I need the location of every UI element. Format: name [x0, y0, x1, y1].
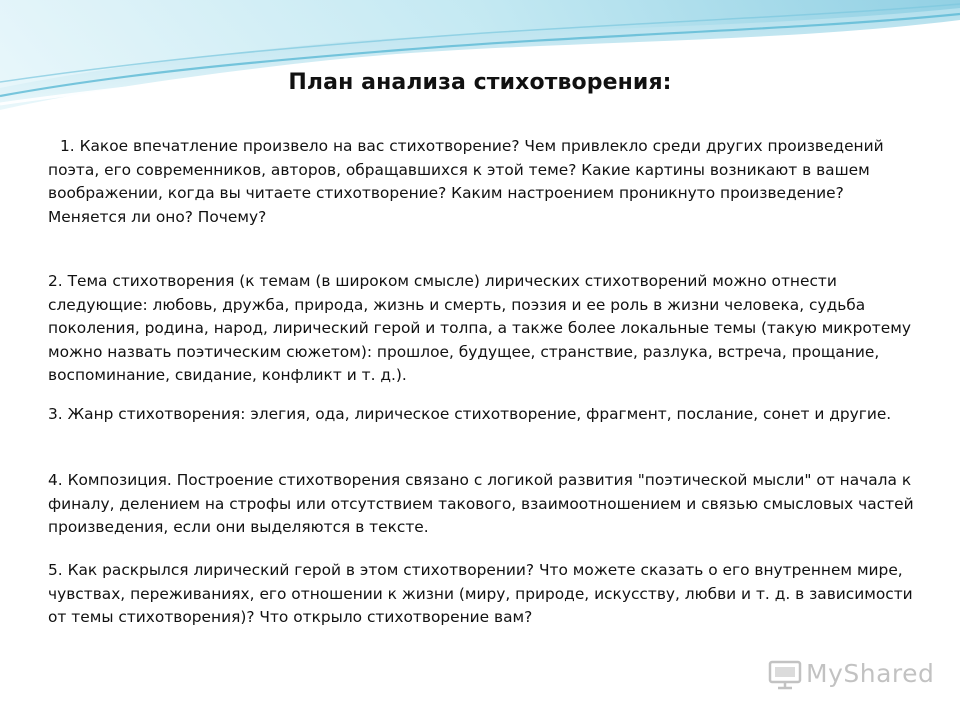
analysis-point-1: 1. Какое впечатление произвело на вас стихотворение? Чем привлекло среди других произведений поэта, его современников, авторов, обращавшихся к этой теме? Какие картины возникают в вашем воображении, когда вы читаете стихотворение? Каким настроением проникнуто произведение? Меняется ли оно? Почему? [48, 137, 884, 226]
header-wave-decoration [0, 0, 960, 130]
slide-title: План анализа стихотворения: [288, 70, 672, 95]
watermark-logo [768, 656, 935, 696]
analysis-point-5: 5. Как раскрылся лирический герой в этом стихотворении? Что можете сказать о его внутреннем мире, чувствах, переживаниях, его отношении к жизни (миру, природе, искусству, любви и т. д. в зависимости от темы стихотворения)? Что открыло стихотворение вам? [48, 561, 913, 626]
watermark-text: MyShared [806, 659, 935, 688]
presentation-board-icon [768, 660, 802, 690]
analysis-point-3: 3. Жанр стихотворения: элегия, ода, лирическое стихотворение, фрагмент, послание, сонет и другие. [48, 405, 892, 423]
analysis-point-4: 4. Композиция. Построение стихотворения связано с логикой развития "поэтической мысли" от начала к финалу, делением на строфы или отсутствием такового, взаимоотношением и связью смысловых частей произведения, если они выделяются в тексте. [48, 471, 914, 536]
analysis-point-2: 2. Тема стихотворения (к темам (в широком смысле) лирических стихотворений можно отнести следующие: любовь, дружба, природа, жизнь и смерть, поэзия и ее роль в жизни человека, судьба поколения, родина, народ, лирический герой и толпа, а также более локальные темы (такую микротему можно назвать поэтическим сюжетом): прошлое, будущее, странствие, разлука, встреча, прощание, воспоминание, свидание, конфликт и т. д.). [48, 272, 911, 384]
